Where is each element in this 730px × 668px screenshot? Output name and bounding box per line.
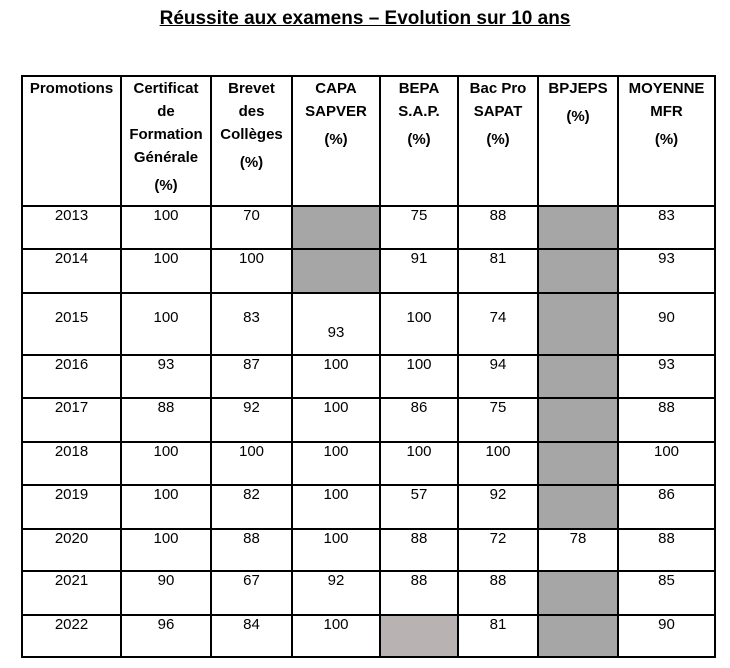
column-header-brevet-colleges bbox=[211, 76, 292, 206]
value-cell: 86 bbox=[618, 485, 715, 529]
header-line: de bbox=[157, 103, 175, 120]
table-row bbox=[22, 615, 715, 657]
results-table bbox=[21, 75, 716, 658]
value-cell: 93 bbox=[121, 355, 211, 398]
header-unit: (%) bbox=[407, 131, 431, 148]
value-cell: 81 bbox=[458, 249, 538, 293]
value-cell: 88 bbox=[121, 398, 211, 442]
year-cell: 2022 bbox=[22, 615, 121, 657]
year-cell: 2014 bbox=[22, 249, 121, 293]
header-unit: (%) bbox=[486, 131, 510, 148]
header-line: BEPA bbox=[398, 80, 440, 97]
value-cell: 93 bbox=[292, 293, 380, 355]
header-line: Formation bbox=[129, 126, 203, 143]
empty-cell bbox=[538, 571, 618, 615]
value-cell: 88 bbox=[380, 529, 458, 571]
empty-cell bbox=[292, 206, 380, 249]
value-cell: 81 bbox=[458, 615, 538, 657]
value-cell: 100 bbox=[292, 355, 380, 398]
value-cell: 67 bbox=[211, 571, 292, 615]
header-line: SAPVER bbox=[305, 103, 367, 120]
column-header-bac-pro-sapat bbox=[458, 76, 538, 206]
header-line: MFR bbox=[650, 103, 683, 120]
year-cell: 2017 bbox=[22, 398, 121, 442]
value-cell: 72 bbox=[458, 529, 538, 571]
year-cell: 2016 bbox=[22, 355, 121, 398]
value-cell: 88 bbox=[458, 206, 538, 249]
value-cell: 92 bbox=[458, 485, 538, 529]
value-cell: 86 bbox=[380, 398, 458, 442]
header-line: Promotions bbox=[29, 80, 114, 97]
header-line: BPJEPS bbox=[548, 80, 608, 97]
value-cell: 78 bbox=[538, 529, 618, 571]
year-cell: 2021 bbox=[22, 571, 121, 615]
page-title: Réussite aux examens – Evolution sur 10 ans bbox=[159, 8, 571, 29]
value-cell: 70 bbox=[211, 206, 292, 249]
header-line: S.A.P. bbox=[398, 103, 440, 120]
table-row bbox=[22, 293, 715, 355]
table-row bbox=[22, 529, 715, 571]
column-header-moyenne-mfr bbox=[618, 76, 715, 206]
column-header-bpjeps bbox=[538, 76, 618, 206]
header-line: CAPA bbox=[315, 80, 357, 97]
value-cell: 88 bbox=[618, 529, 715, 571]
value-cell: 93 bbox=[618, 355, 715, 398]
column-header-promotions bbox=[22, 76, 121, 206]
value-cell: 83 bbox=[618, 206, 715, 249]
empty-cell bbox=[538, 442, 618, 485]
empty-cell bbox=[292, 249, 380, 293]
year-cell: 2013 bbox=[22, 206, 121, 249]
value-cell: 100 bbox=[292, 615, 380, 657]
empty-cell bbox=[538, 293, 618, 355]
header-unit: (%) bbox=[654, 131, 679, 148]
header-unit: (%) bbox=[154, 177, 178, 194]
header-line: Bac Pro bbox=[469, 80, 527, 97]
header-unit: (%) bbox=[324, 131, 348, 148]
table-row bbox=[22, 355, 715, 398]
header-line: SAPAT bbox=[473, 103, 523, 120]
value-cell: 88 bbox=[458, 571, 538, 615]
value-cell: 96 bbox=[121, 615, 211, 657]
value-cell: 100 bbox=[292, 442, 380, 485]
value-cell: 100 bbox=[121, 485, 211, 529]
table-row bbox=[22, 249, 715, 293]
empty-cell bbox=[380, 615, 458, 657]
year-cell: 2020 bbox=[22, 529, 121, 571]
column-header-capa-sapver bbox=[292, 76, 380, 206]
value-cell: 100 bbox=[121, 206, 211, 249]
header-line: des bbox=[238, 103, 265, 120]
value-cell: 100 bbox=[458, 442, 538, 485]
value-cell: 100 bbox=[121, 249, 211, 293]
empty-cell bbox=[538, 398, 618, 442]
value-cell: 90 bbox=[618, 293, 715, 355]
value-cell: 90 bbox=[618, 615, 715, 657]
value-cell: 100 bbox=[121, 529, 211, 571]
header-line: Générale bbox=[133, 149, 199, 166]
value-cell: 84 bbox=[211, 615, 292, 657]
empty-cell bbox=[538, 615, 618, 657]
value-cell: 85 bbox=[618, 571, 715, 615]
value-cell: 92 bbox=[292, 571, 380, 615]
empty-cell bbox=[538, 355, 618, 398]
value-cell: 57 bbox=[380, 485, 458, 529]
header-line: Collèges bbox=[220, 126, 283, 143]
table-row bbox=[22, 442, 715, 485]
value-cell: 87 bbox=[211, 355, 292, 398]
empty-cell bbox=[538, 485, 618, 529]
year-cell: 2015 bbox=[22, 293, 121, 355]
value-cell: 100 bbox=[380, 355, 458, 398]
value-cell: 91 bbox=[380, 249, 458, 293]
value-cell: 83 bbox=[211, 293, 292, 355]
table-row bbox=[22, 485, 715, 529]
empty-cell bbox=[538, 249, 618, 293]
header-line: Certificat bbox=[133, 80, 199, 97]
value-cell: 88 bbox=[618, 398, 715, 442]
year-cell: 2018 bbox=[22, 442, 121, 485]
value-cell: 100 bbox=[292, 398, 380, 442]
empty-cell bbox=[538, 206, 618, 249]
value-cell: 74 bbox=[458, 293, 538, 355]
value-cell: 100 bbox=[292, 529, 380, 571]
value-cell: 90 bbox=[121, 571, 211, 615]
value-cell: 100 bbox=[380, 442, 458, 485]
table-row bbox=[22, 398, 715, 442]
value-cell: 88 bbox=[211, 529, 292, 571]
header-line: Brevet bbox=[228, 80, 275, 97]
value-cell: 75 bbox=[380, 206, 458, 249]
table-body bbox=[22, 206, 715, 657]
table-row bbox=[22, 206, 715, 249]
header-row bbox=[22, 76, 715, 206]
value-cell: 100 bbox=[292, 485, 380, 529]
header-line: MOYENNE bbox=[628, 80, 705, 97]
header-unit: (%) bbox=[566, 108, 590, 125]
value-cell: 100 bbox=[211, 249, 292, 293]
value-cell: 75 bbox=[458, 398, 538, 442]
value-cell: 100 bbox=[121, 293, 211, 355]
year-cell: 2019 bbox=[22, 485, 121, 529]
column-header-bepa-sap bbox=[380, 76, 458, 206]
header-unit: (%) bbox=[239, 154, 264, 171]
value-cell: 100 bbox=[380, 293, 458, 355]
value-cell: 100 bbox=[618, 442, 715, 485]
value-cell: 82 bbox=[211, 485, 292, 529]
value-cell: 94 bbox=[458, 355, 538, 398]
table-row bbox=[22, 571, 715, 615]
value-cell: 92 bbox=[211, 398, 292, 442]
value-cell: 88 bbox=[380, 571, 458, 615]
value-cell: 93 bbox=[618, 249, 715, 293]
column-header-certificat-formation-generale bbox=[121, 76, 211, 206]
value-cell: 100 bbox=[211, 442, 292, 485]
value-cell: 100 bbox=[121, 442, 211, 485]
